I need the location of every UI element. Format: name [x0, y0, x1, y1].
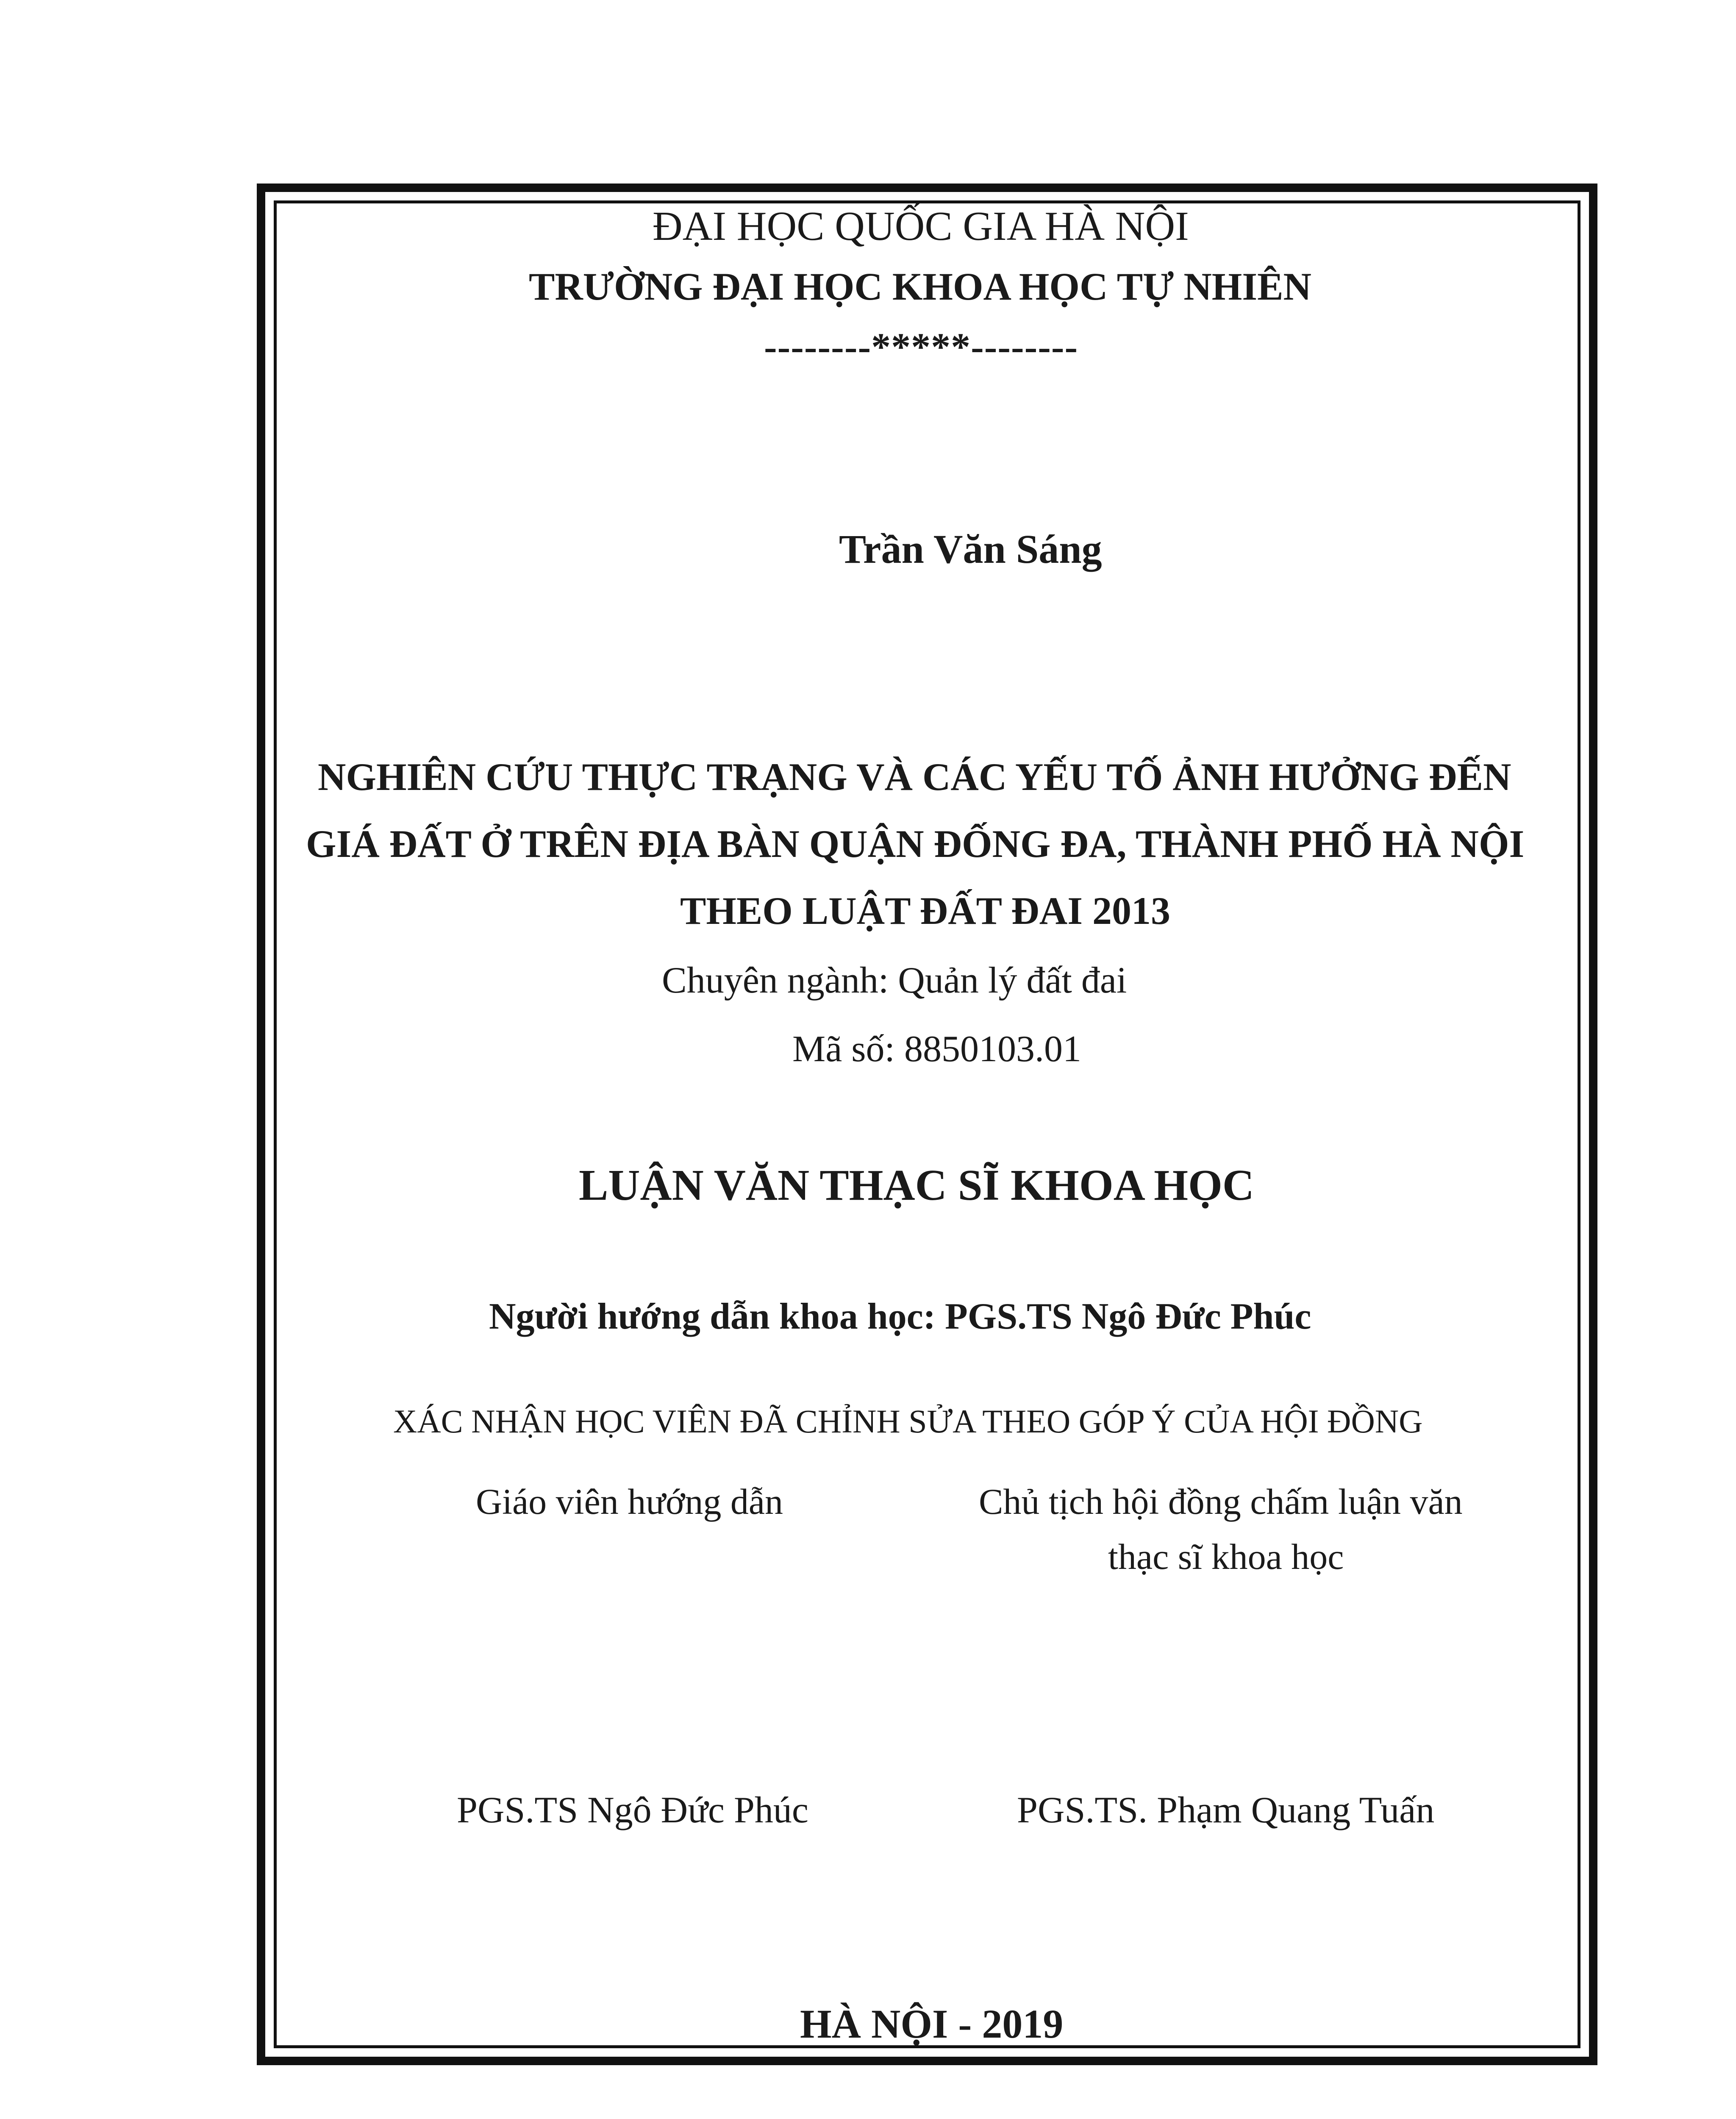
major-label: Chuyên ngành: Quản lý đất đai: [662, 960, 1127, 1001]
signature-right-title: thạc sĩ khoa học: [1108, 1536, 1344, 1577]
signature-right-title: Chủ tịch hội đồng chấm luận văn: [979, 1481, 1463, 1522]
thesis-title-line: NGHIÊN CỨU THỰC TRẠNG VÀ CÁC YẾU TỐ ẢNH HƯỞNG ĐẾN: [318, 755, 1511, 798]
author-name: Trần Văn Sáng: [839, 526, 1102, 572]
degree-title: LUẬN VĂN THẠC SĨ KHOA HỌC: [579, 1161, 1254, 1210]
signature-right-name: PGS.TS. Phạm Quang Tuấn: [1017, 1790, 1435, 1831]
thesis-title-line: THEO LUẬT ĐẤT ĐAI 2013: [680, 889, 1171, 932]
university-name: ĐẠI HỌC QUỐC GIA HÀ NỘI: [653, 203, 1189, 249]
inner-border: [274, 200, 1580, 2048]
signature-left-name: PGS.TS Ngô Đức Phúc: [457, 1790, 808, 1831]
signature-left-title: Giáo viên hướng dẫn: [476, 1481, 783, 1522]
header-separator: --------*****--------: [764, 325, 1078, 368]
revision-confirmation: XÁC NHẬN HỌC VIÊN ĐÃ CHỈNH SỬA THEO GÓP Ý CỦA HỘI ĐỒNG: [393, 1403, 1423, 1440]
major-code: Mã số: 8850103.01: [792, 1029, 1081, 1070]
place-and-year: HÀ NỘI - 2019: [800, 2001, 1064, 2047]
school-name: TRƯỜNG ĐẠI HỌC KHOA HỌC TỰ NHIÊN: [529, 265, 1311, 308]
supervisor-line: Người hướng dẫn khoa học: PGS.TS Ngô Đức Phúc: [489, 1296, 1311, 1337]
thesis-title-line: GIÁ ĐẤT Ở TRÊN ĐỊA BÀN QUẬN ĐỐNG ĐA, THÀNH PHỐ HÀ NỘI: [306, 822, 1525, 865]
